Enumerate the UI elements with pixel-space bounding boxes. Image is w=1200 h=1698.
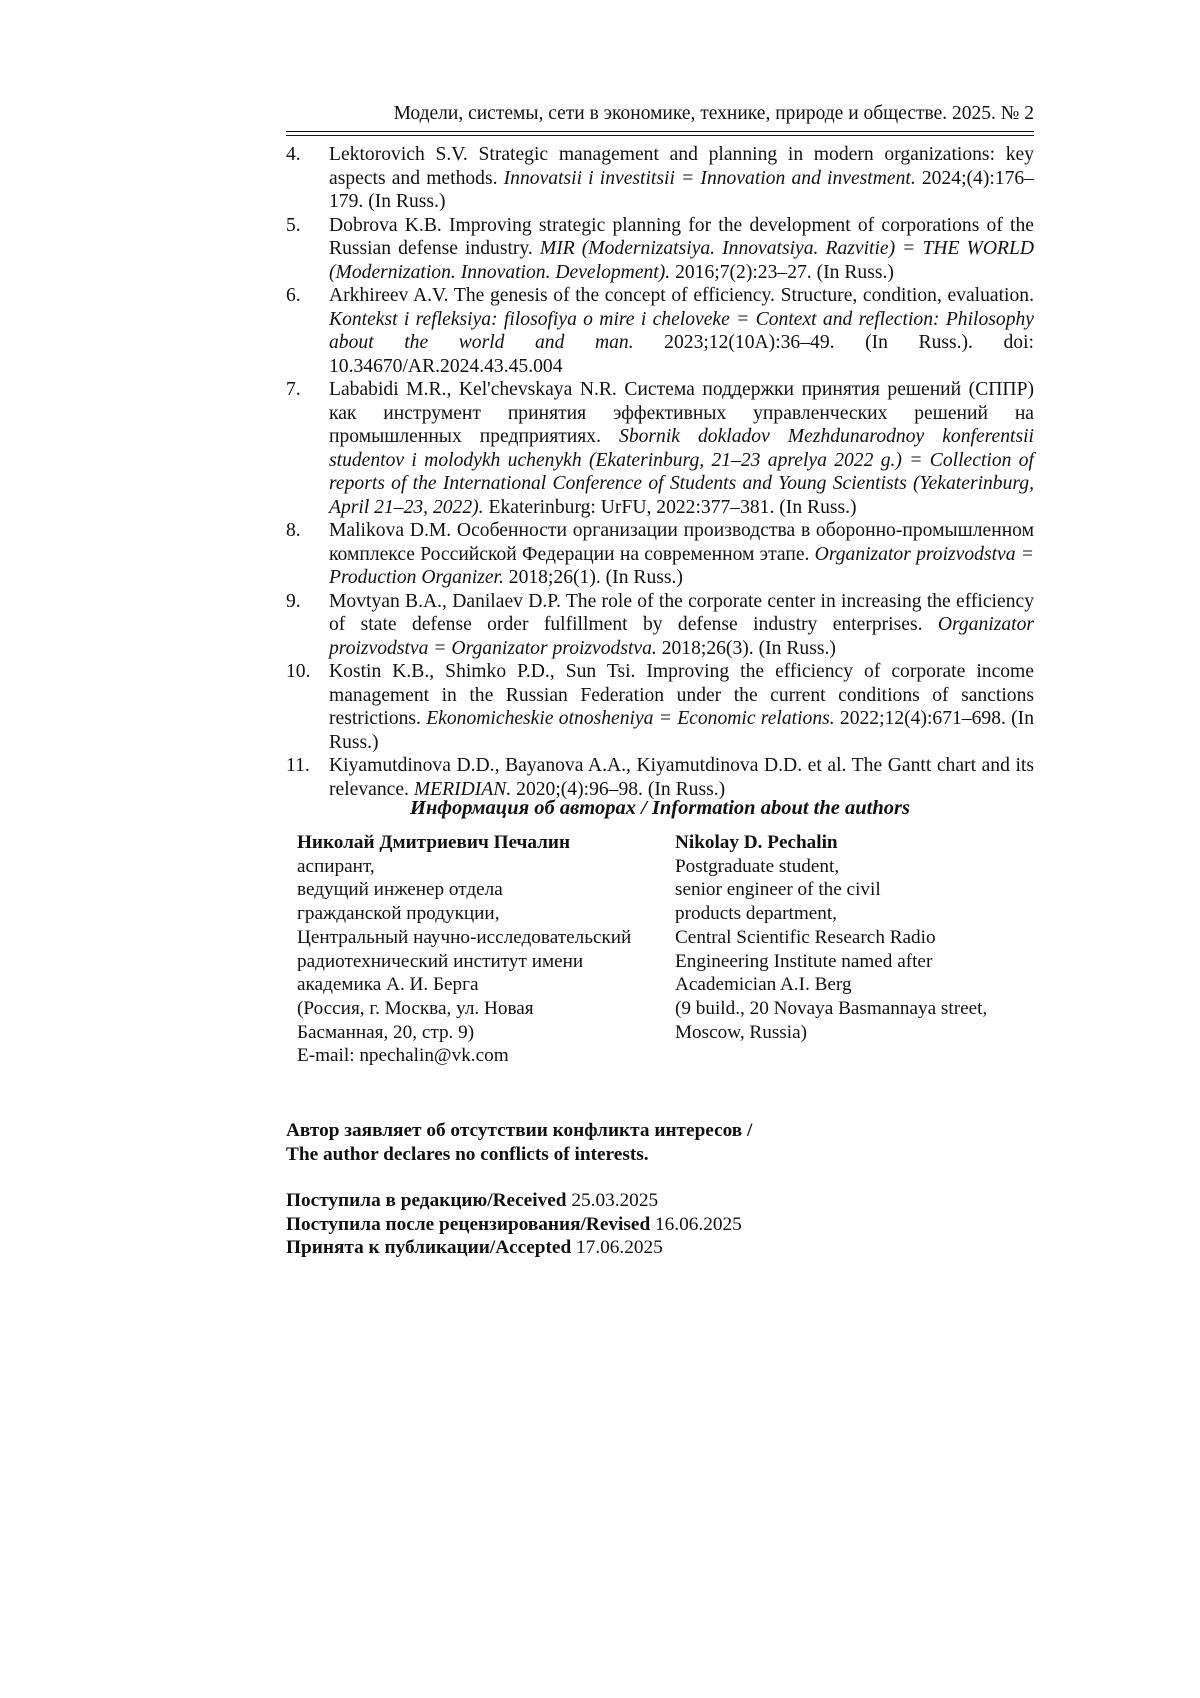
author-detail-line: ведущий инженер отдела <box>297 879 503 901</box>
reference-text: Kiyamutdinova D.D., Bayanova A.A., Kiyamutdinova D.D. et al. The Gantt chart and its relevance. MERIDIAN. 2020;(4):96–98. (In Russ.) <box>329 755 1034 800</box>
reference-number: 8. <box>286 520 301 541</box>
conflict-line-en: The author declares no conflicts of interests. <box>286 1143 649 1165</box>
publication-dates <box>286 1189 742 1260</box>
reference-item <box>286 754 1034 801</box>
conflict-statement <box>286 1119 752 1166</box>
reference-number: 11. <box>286 755 310 776</box>
author-detail-line: products department, <box>675 903 837 925</box>
author-details-russian <box>297 855 657 1068</box>
reference-item <box>286 590 1034 661</box>
author-detail-line: аспирант, <box>297 855 375 877</box>
reference-text: Dobrova K.B. Improving strategic planning for the development of corporations of the Russian defense industry. MIR (Modernizatsiya. Innovatsiya. Razvitie) = THE WORLD (Modernization. Innovation. Development). 2016;7(2):23–27. (In Russ.) <box>329 214 1035 283</box>
reference-number: 10. <box>286 661 311 682</box>
author-detail-line: Moscow, Russia) <box>675 1021 807 1043</box>
reference-item <box>286 143 1034 214</box>
author-detail-line: Central Scientific Research Radio <box>675 926 936 948</box>
author-info-russian <box>297 831 657 1068</box>
reference-item <box>286 284 1034 378</box>
author-detail-line: радиотехнический институт имени <box>297 950 584 972</box>
author-detail-line: E-mail: npechalin@vk.com <box>297 1045 509 1067</box>
author-detail-line: гражданской продукции, <box>297 903 500 925</box>
author-detail-line: Postgraduate student, <box>675 855 840 877</box>
author-details-english <box>675 855 1035 1045</box>
author-detail-line: Центральный научно-исследовательский <box>297 926 632 948</box>
reference-text: Arkhireev A.V. The genesis of the concept of efficiency. Structure, condition, evaluation. Kontekst i refleksiya: filosofiya o mire i cheloveke = Context and reflection: Philosophy about the world and man. 2023;12(10A):36–49. (In Russ.). doi: 10.34670/AR.2024.43.45.004 <box>329 285 1034 377</box>
running-header: Модели, системы, сети в экономике, технике, природе и обществе. 2025. № 2 <box>393 103 1034 124</box>
reference-text: Malikova D.M. Особенности организации производства в оборонно-промышленном комплексе Российской Федерации на современном этапе. Organizator proizvodstva = Production Organizer. 2018;26(1). (In Russ.) <box>329 520 1034 588</box>
author-detail-line: senior engineer of the civil <box>675 879 881 901</box>
author-detail-line: Engineering Institute named after <box>675 950 933 972</box>
reference-item <box>286 660 1034 754</box>
header-rule-thick <box>286 131 1034 132</box>
reference-text: Kostin K.B., Shimko P.D., Sun Tsi. Improving the efficiency of corporate income management in the Russian Federation under the current conditions of sanctions restrictions. Ekonomicheskie otnosheniya = Economic relations. 2022;12(4):671–698. (In Russ.) <box>329 661 1034 753</box>
author-detail-line: Academician A.I. Berg <box>675 974 852 996</box>
reference-list <box>286 143 1034 801</box>
author-name-english: Nikolay D. Pechalin <box>675 832 838 853</box>
reference-text: Movtyan B.A., Danilaev D.P. The role of the corporate center in increasing the efficiency of state defense order fulfillment by defense industry enterprises. Organizator proizvodstva = Organizator proizvodstva. 2018;26(3). (In Russ.) <box>329 590 1034 659</box>
author-detail-line: академика А. И. Берга <box>297 974 479 996</box>
reference-item <box>286 214 1034 285</box>
reference-number: 7. <box>286 379 301 400</box>
reference-number: 4. <box>286 144 301 165</box>
header-rule-thin <box>286 135 1034 136</box>
date-accepted: Принята к публикации/Accepted 17.06.2025 <box>286 1237 663 1258</box>
author-detail-line: (9 build., 20 Novaya Basmannaya street, <box>675 997 988 1019</box>
reference-number: 5. <box>286 214 301 236</box>
author-name-russian: Николай Дмитриевич Печалин <box>297 832 571 853</box>
author-detail-line: (Россия, г. Москва, ул. Новая <box>297 997 534 1019</box>
reference-text: Lababidi M.R., Kel'chevskaya N.R. Система поддержки принятия решений (СППР) как инструмент принятия эффективных управленческих решений на промышленных предприятиях. Sbornik dokladov Mezhdunarodnoy konferentsii studentov i molodykh uchenykh (Ekaterinburg, 21–23 aprelya 2022 g.) = Collection of reports of the International Conference of Students and Young Scientists (Yekaterinburg, April 21–23, 2022). Ekaterinburg: UrFU, 2022:377–381. (In Russ.) <box>329 379 1034 518</box>
authors-info-title: Информация об авторах / Information about the authors <box>410 797 910 819</box>
author-detail-line: Басманная, 20, стр. 9) <box>297 1021 475 1043</box>
reference-item <box>286 378 1034 519</box>
reference-text: Lektorovich S.V. Strategic management and planning in modern organizations: key aspects and methods. Innovatsii i investitsii = Innovation and investment. 2024;(4):176–179. (In Russ.) <box>329 144 1034 212</box>
reference-item <box>286 519 1034 590</box>
date-revised: Поступила после рецензирования/Revised 16.06.2025 <box>286 1213 742 1235</box>
date-received: Поступила в редакцию/Received 25.03.2025 <box>286 1190 659 1211</box>
reference-number: 9. <box>286 590 301 612</box>
conflict-line-ru: Автор заявляет об отсутствии конфликта интересов / <box>286 1120 753 1141</box>
reference-number: 6. <box>286 285 301 306</box>
author-info-english <box>675 831 1035 1044</box>
